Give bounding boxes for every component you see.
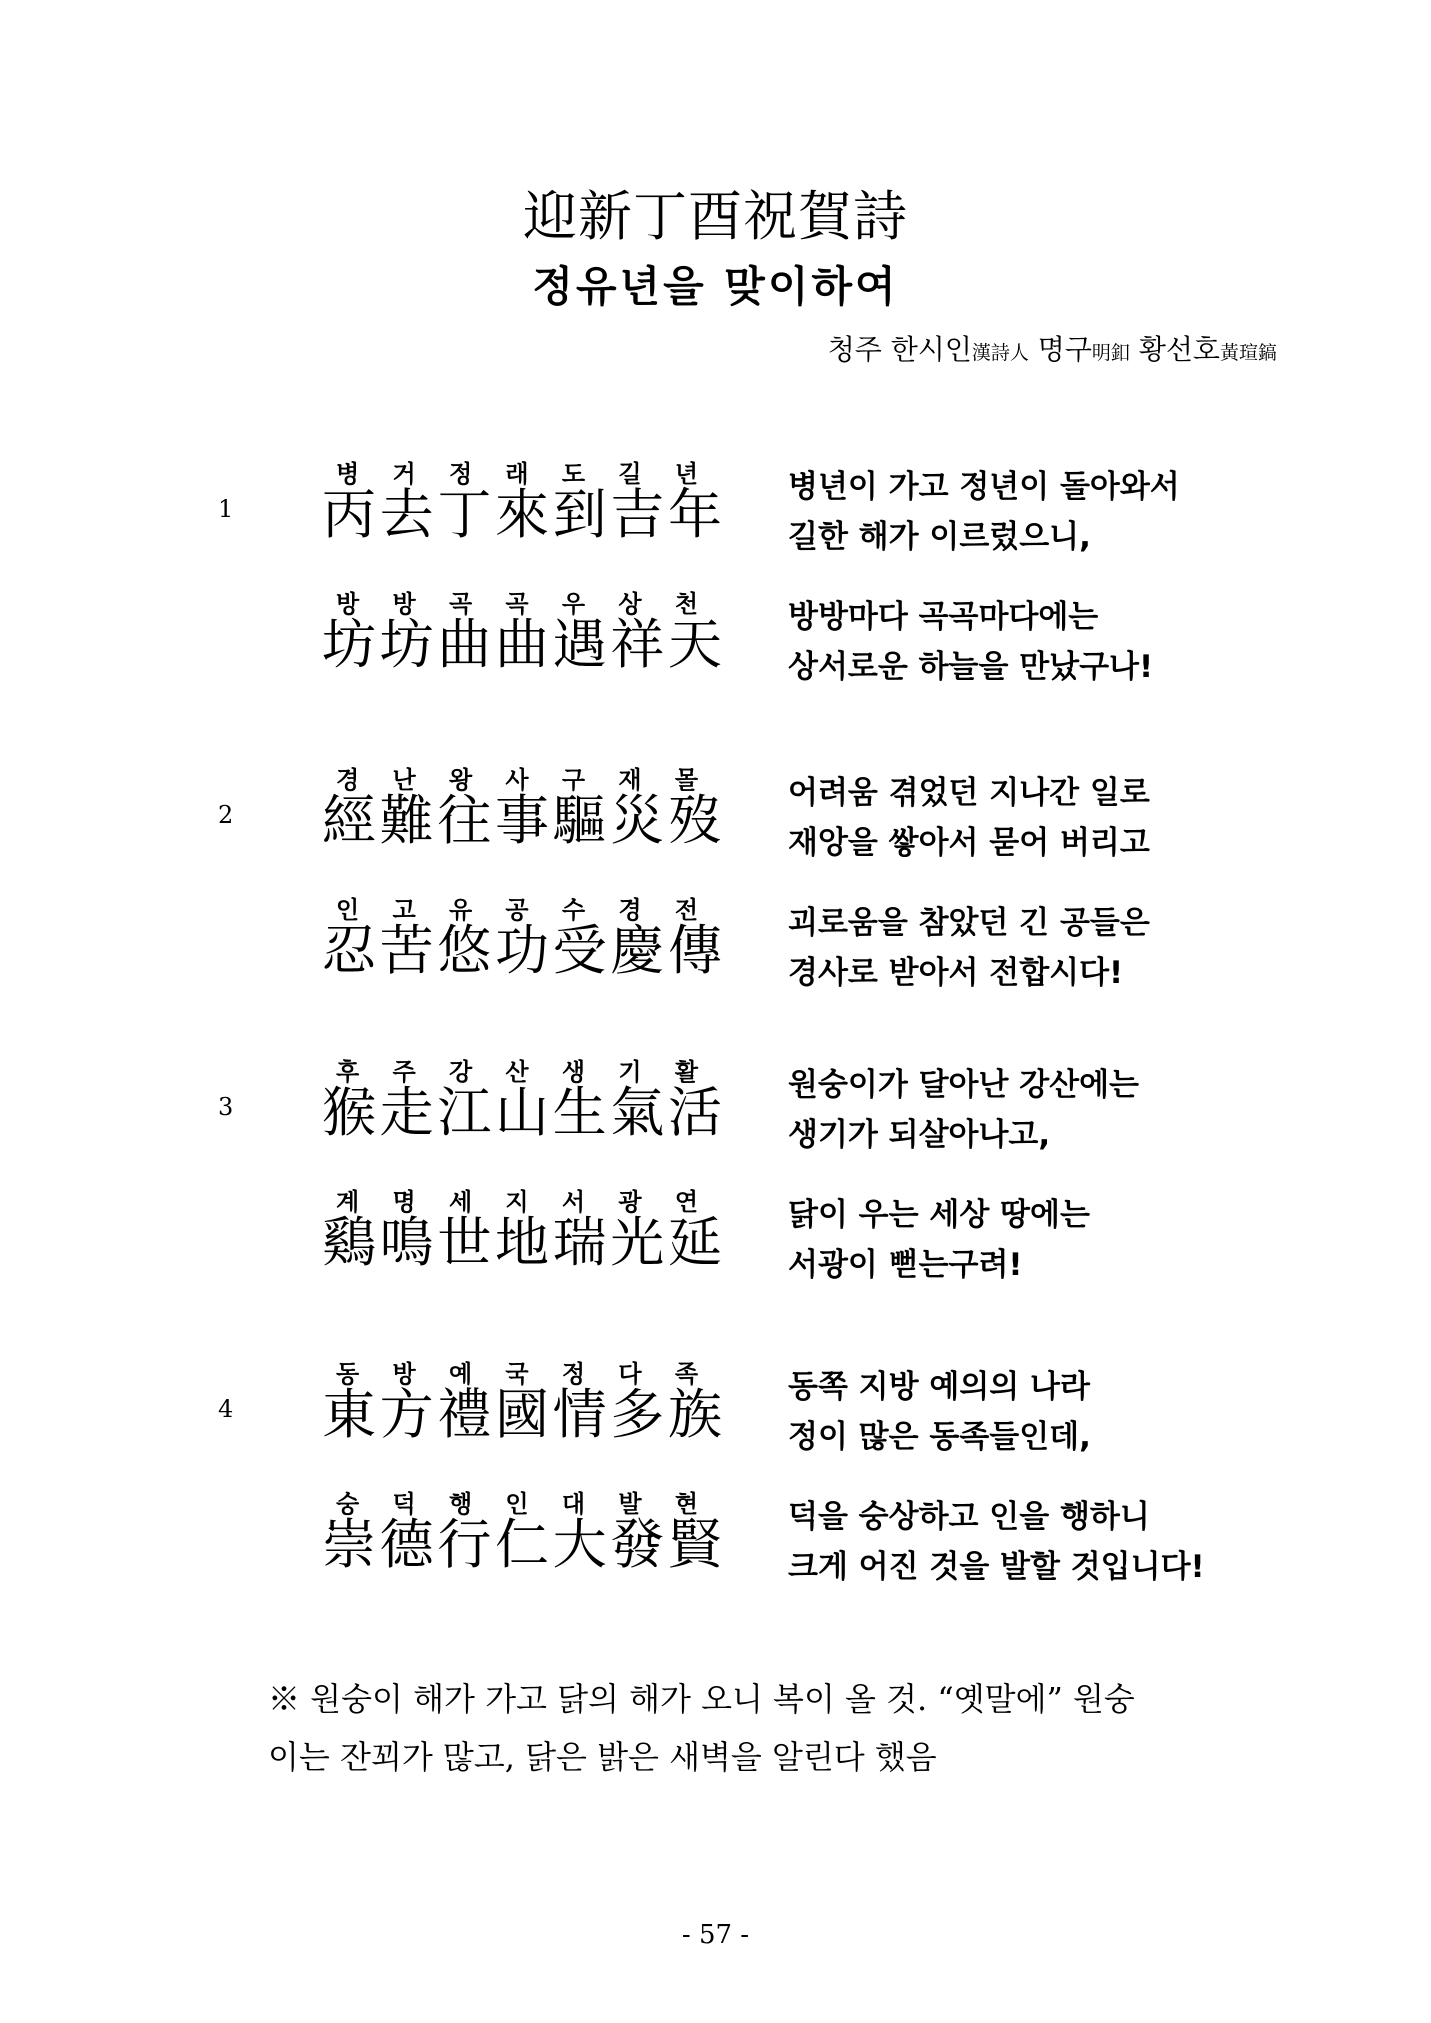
hanja-character: 年 (667, 483, 722, 546)
hanja-character: 江 (437, 1081, 492, 1144)
hanja-character: 驅 (552, 789, 607, 852)
poem-subtitle: 정유년을 맞이하여 (532, 262, 899, 311)
translation-line: 정이 많은 동족들인데, (788, 1419, 1091, 1455)
hanja-character: 賢 (667, 1513, 722, 1576)
reading-syllable: 기 (618, 1058, 642, 1086)
korean-translation (788, 1060, 1139, 1160)
hanja-verse (322, 1081, 722, 1144)
hanja-character: 大 (552, 1513, 607, 1576)
couplet (322, 768, 1322, 888)
byline-role: 한시인 (890, 333, 972, 366)
hanja-character: 經 (322, 789, 376, 852)
korean-translation (788, 592, 1153, 692)
hanja-verse (322, 613, 722, 676)
translation-line: 덕을 숭상하고 인을 행하니 (788, 1499, 1150, 1535)
reading-syllable: 방 (392, 1360, 416, 1388)
reading-syllable: 산 (505, 1058, 529, 1086)
stanza-number: 4 (218, 1395, 234, 1423)
hanja-character: 難 (379, 789, 434, 852)
hanja-character: 仁 (494, 1513, 549, 1576)
translation-line: 동쪽 지방 예의의 나라 (788, 1369, 1090, 1405)
hanja-character: 世 (437, 1211, 492, 1274)
hanja-character: 山 (494, 1081, 549, 1144)
translation-line: 원숭이가 달아난 강산에는 (788, 1067, 1139, 1103)
reading-syllable: 숭 (336, 1490, 360, 1518)
translation-line: 닭이 우는 세상 땅에는 (788, 1197, 1090, 1233)
reading-syllable: 공 (505, 896, 529, 924)
korean-translation (788, 768, 1150, 868)
hanja-character: 崇 (322, 1513, 376, 1576)
hanja-character: 受 (552, 919, 607, 982)
translation-line: 괴로움을 참았던 긴 공들은 (788, 905, 1150, 941)
hanja-character: 天 (667, 613, 722, 676)
hanja-character: 慶 (610, 919, 665, 982)
translation-line: 경사로 받아서 전합시다! (788, 955, 1124, 991)
hanja-character: 曲 (437, 613, 492, 676)
translation-line: 재앙을 쌓아서 묻어 버리고 (788, 825, 1150, 861)
translation-line: 크게 어진 것을 발할 것입니다! (788, 1549, 1205, 1585)
reading-syllable: 발 (618, 1490, 642, 1518)
hanja-character: 到 (552, 483, 607, 546)
hanja-character: 遇 (552, 613, 607, 676)
byline-role-hanja: 漢詩人 (971, 342, 1029, 364)
byline-author: 황선호 (1138, 333, 1220, 366)
translation-line: 생기가 되살아나고, (788, 1117, 1051, 1153)
hanja-verse (322, 919, 722, 982)
reading-syllable: 유 (448, 896, 473, 924)
hanja-character: 吉 (610, 483, 665, 546)
reading-syllable: 고 (392, 896, 416, 924)
reading-syllable: 동 (336, 1360, 360, 1388)
hanja-character: 猴 (322, 1081, 376, 1144)
stanza-number: 2 (218, 801, 234, 829)
hanja-character: 鷄 (322, 1211, 376, 1274)
hanja-character: 氣 (610, 1081, 665, 1144)
reading-syllable: 연 (674, 1188, 698, 1216)
reading-syllable: 서 (561, 1188, 586, 1216)
couplet (322, 1492, 1322, 1612)
byline-author-hanja: 黃瑄鎬 (1219, 342, 1277, 364)
footnote (268, 1670, 1268, 1786)
reading-syllable: 몰 (674, 766, 698, 794)
translation-line: 길한 해가 이르렀으니, (788, 519, 1091, 555)
reading-syllable: 재 (618, 766, 642, 794)
reading-syllable: 사 (505, 766, 529, 794)
reading-syllable: 천 (674, 590, 698, 618)
hanja-verse (322, 1513, 722, 1576)
hanja-character: 延 (667, 1211, 722, 1274)
translation-line: 서광이 뻗는구려! (788, 1247, 1023, 1283)
reading-syllable: 명 (392, 1188, 416, 1216)
reading-syllable: 구 (561, 766, 586, 794)
korean-translation (788, 1362, 1091, 1462)
reading-syllable: 거 (392, 460, 416, 488)
translation-line: 병년이 가고 정년이 돌아와서 (788, 469, 1180, 505)
hanja-character: 曲 (494, 613, 549, 676)
hanja-character: 行 (437, 1513, 492, 1576)
reading-syllable: 대 (561, 1490, 586, 1518)
hanja-character: 功 (494, 919, 549, 982)
hanja-character: 往 (437, 789, 492, 852)
reading-syllable: 강 (448, 1058, 473, 1086)
hanja-character: 祥 (610, 613, 665, 676)
hanja-character: 東 (322, 1383, 376, 1446)
korean-translation (788, 1190, 1090, 1290)
stanza-number: 3 (218, 1093, 234, 1121)
hanja-character: 光 (610, 1211, 665, 1274)
reading-syllable: 도 (561, 460, 586, 488)
hanja-character: 地 (494, 1211, 549, 1274)
hanja-character: 活 (667, 1081, 722, 1144)
translation-line: 어려움 겪었던 지나간 일로 (788, 775, 1150, 811)
hanja-character: 來 (494, 483, 549, 546)
reading-syllable: 전 (674, 896, 698, 924)
hanja-character: 情 (552, 1383, 607, 1446)
hanja-character: 發 (610, 1513, 665, 1576)
reading-syllable: 인 (336, 896, 360, 924)
hanja-character: 丁 (437, 483, 492, 546)
hanja-character: 方 (379, 1383, 434, 1446)
hanja-character: 德 (379, 1513, 434, 1576)
byline-pen-name: 명구 (1037, 333, 1092, 366)
reading-syllable: 곡 (505, 590, 529, 618)
reading-syllable: 광 (618, 1188, 642, 1216)
hanja-verse (322, 1383, 722, 1446)
couplet (322, 1362, 1322, 1482)
hanja-verse (322, 1211, 722, 1274)
hanja-character: 丙 (322, 483, 376, 546)
hanja-character: 國 (494, 1383, 549, 1446)
reading-syllable: 계 (336, 1188, 360, 1216)
korean-translation (788, 462, 1180, 562)
reading-syllable: 정 (448, 460, 473, 488)
reading-syllable: 곡 (448, 590, 473, 618)
hanja-character: 事 (494, 789, 549, 852)
hanja-character: 災 (610, 789, 665, 852)
footnote-line: 이는 잔꾀가 많고, 닭은 밝은 새벽을 알린다 했음 (268, 1738, 937, 1776)
byline-pen-name-hanja: 明釦 (1091, 342, 1130, 364)
hanja-character: 歿 (667, 789, 722, 852)
footnote-line: ※ 원숭이 해가 가고 닭의 해가 오니 복이 올 것. “옛말에” 원숭 (268, 1680, 1135, 1718)
reading-syllable: 후 (336, 1058, 360, 1086)
reading-syllable: 년 (674, 460, 698, 488)
hanja-character: 族 (667, 1383, 722, 1446)
page-number: - 57 - (681, 1920, 750, 1950)
hanja-character: 瑞 (552, 1211, 607, 1274)
reading-syllable: 인 (505, 1490, 529, 1518)
reading-syllable: 길 (618, 460, 642, 488)
reading-syllable: 활 (674, 1058, 698, 1086)
hanja-character: 走 (379, 1081, 434, 1144)
hanja-character: 多 (610, 1383, 665, 1446)
reading-syllable: 경 (336, 766, 360, 794)
reading-syllable: 방 (336, 590, 360, 618)
reading-syllable: 주 (392, 1058, 416, 1086)
reading-syllable: 예 (448, 1360, 473, 1388)
reading-syllable: 국 (505, 1360, 529, 1388)
reading-syllable: 수 (561, 896, 586, 924)
couplet (322, 1060, 1322, 1180)
reading-syllable: 상 (618, 590, 642, 618)
hanja-verse (322, 483, 722, 546)
hanja-character: 坊 (322, 613, 376, 676)
couplet (322, 1190, 1322, 1310)
reading-syllable: 병 (336, 460, 360, 488)
poem-title: 迎新丁酉祝賀詩 (523, 185, 908, 248)
hanja-character: 傳 (667, 919, 722, 982)
hanja-character: 生 (552, 1081, 607, 1144)
stanza-number: 1 (218, 495, 234, 523)
reading-syllable: 덕 (392, 1490, 416, 1518)
reading-syllable: 경 (618, 896, 642, 924)
byline-place: 청주 (827, 333, 882, 366)
hanja-character: 鳴 (379, 1211, 434, 1274)
couplet (322, 898, 1322, 1018)
translation-line: 방방마다 곡곡마다에는 (788, 599, 1099, 635)
hanja-character: 悠 (437, 919, 492, 982)
reading-syllable: 왕 (448, 766, 473, 794)
reading-syllable: 행 (448, 1490, 473, 1518)
couplet (322, 592, 1322, 712)
korean-translation (788, 1492, 1205, 1592)
reading-syllable: 정 (561, 1360, 586, 1388)
couplet (322, 462, 1322, 582)
hanja-character: 禮 (437, 1383, 492, 1446)
reading-syllable: 방 (392, 590, 416, 618)
reading-syllable: 현 (674, 1490, 698, 1518)
reading-syllable: 생 (561, 1058, 586, 1086)
author-byline (827, 333, 1277, 366)
hanja-verse (322, 789, 722, 852)
reading-syllable: 족 (674, 1360, 698, 1388)
reading-syllable: 지 (505, 1188, 529, 1216)
translation-line: 상서로운 하늘을 만났구나! (788, 649, 1154, 685)
hanja-character: 去 (379, 483, 434, 546)
reading-syllable: 우 (561, 590, 586, 618)
korean-translation (788, 898, 1150, 998)
reading-syllable: 래 (505, 460, 529, 488)
hanja-character: 苦 (379, 919, 434, 982)
reading-syllable: 세 (448, 1188, 473, 1216)
hanja-character: 忍 (322, 919, 376, 982)
reading-syllable: 다 (618, 1360, 642, 1388)
reading-syllable: 난 (392, 766, 416, 794)
hanja-character: 坊 (379, 613, 434, 676)
